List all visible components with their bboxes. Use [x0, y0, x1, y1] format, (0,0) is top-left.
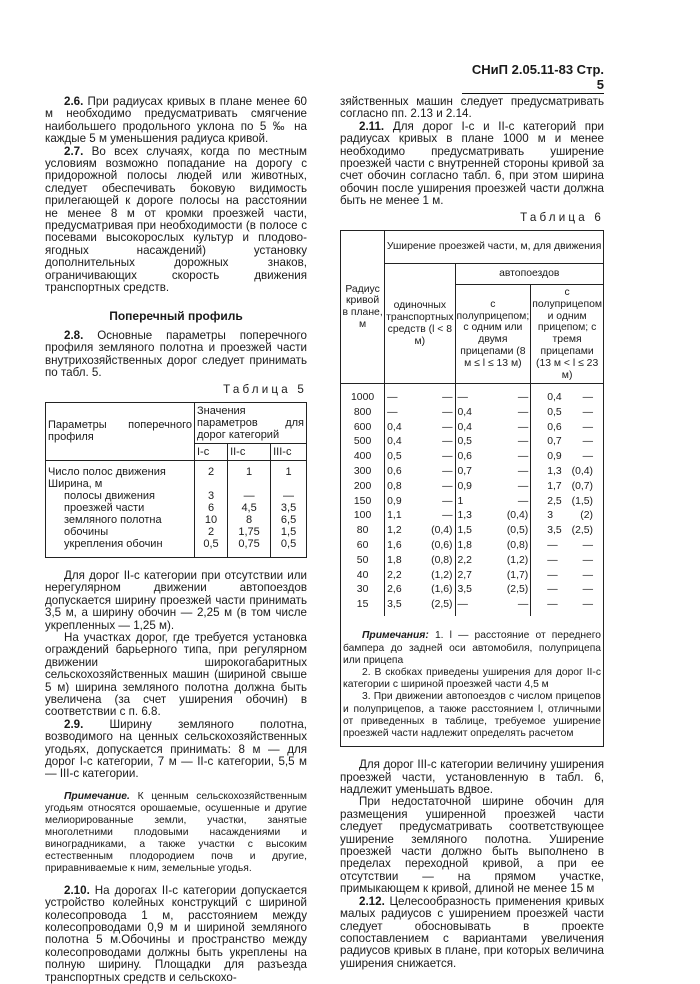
main-value: —: [547, 539, 558, 551]
main-value: —: [547, 584, 558, 596]
bracket-value: (1,5): [571, 495, 593, 507]
table-6-notes: [341, 616, 603, 746]
widening-cell: [385, 494, 455, 509]
table-row: Число полос движения 2 1 1: [46, 460, 307, 478]
paragraph-2-11: 2.11. Для дорог I-с и II-с категорий при радиусах кривых в плане 1000 м и менее необходимо предусматривать уширение проезжей части с внутренней стороны кривой за счет обочин согласно табл. 6, при этом ширина обочин после уширения проезжей части должна быть не менее 1 м.: [340, 119, 604, 208]
bracket-value: —: [442, 495, 453, 507]
main-value: 0,5: [547, 406, 562, 418]
bracket-value: —: [517, 465, 529, 477]
radius-cell: 150: [341, 494, 385, 509]
bracket-value: —: [582, 406, 593, 418]
bracket-value: (2,5): [431, 599, 453, 611]
widening-cell: [531, 524, 603, 539]
t5-cat-1: I-с: [195, 443, 228, 460]
bracket-value: —: [582, 599, 593, 611]
radius-cell: 1000: [341, 384, 385, 405]
widening-cell: [455, 435, 531, 450]
table-row: [341, 494, 603, 509]
widening-cell: [455, 405, 531, 420]
main-value: 3,5: [457, 584, 472, 596]
widening-cell: [531, 553, 603, 568]
paragraph-after-table-6-1: Для дорог III-с категории величину уширения проезжей части, установленную в табл. 6, надлежит уменьшать вдвое.: [340, 758, 604, 797]
note-2-9: Примечание. К ценным сельскохозяйственным угодьям относятся орошаемые, осушенные и другие мелиорированные земли, участки, занятые многолетними плодовыми насаждениями и виноградниками, а также участки с высоким естественным плодородием почв и другие, приравниваемые к ним, земельные угодья.: [45, 790, 307, 874]
widening-cell: [531, 435, 603, 450]
radius-cell: 15: [341, 598, 385, 617]
bracket-value: —: [517, 599, 529, 611]
radius-cell: 500: [341, 435, 385, 450]
right-column: [340, 96, 604, 970]
main-value: 3,5: [387, 599, 402, 611]
bracket-value: —: [517, 421, 529, 433]
widening-cell: [455, 494, 531, 509]
table-row: [341, 384, 603, 405]
table-row: [341, 524, 603, 539]
main-value: 0,4: [387, 436, 402, 448]
section-title: Поперечный профиль: [109, 308, 243, 323]
bracket-value: —: [517, 391, 529, 403]
widening-cell: [455, 420, 531, 435]
main-value: 1,8: [457, 539, 472, 551]
widening-cell: [455, 598, 531, 617]
paragraph-2-12: 2.12. Целесообразность применения кривых малых радиусов с уширением проезжей части следует обосновывать в проекте сопоставлением с вариантами увеличения радиусов кривых в плане, при которых величина уширения снижается.: [340, 894, 604, 970]
widening-cell: [455, 479, 531, 494]
widening-cell: [385, 479, 455, 494]
main-value: 0,9: [457, 480, 472, 492]
main-value: 3,5: [547, 525, 562, 537]
main-value: 2,2: [387, 569, 402, 581]
table-row: укрепления обочин 0,5 0,75 0,5: [46, 538, 307, 558]
bracket-value: (0,4): [506, 510, 529, 522]
t6-header-radius: Радиус кривой в плане, м: [341, 231, 385, 384]
table-row: [341, 509, 603, 524]
paragraph-continued: зяйственных машин следует предусматривать согласно пп. 2.13 и 2.14.: [340, 95, 604, 121]
bracket-value: (1,6): [431, 584, 453, 596]
bracket-value: (0,4): [431, 525, 453, 537]
radius-cell: 80: [341, 524, 385, 539]
main-value: 0,8: [387, 480, 402, 492]
widening-cell: [455, 524, 531, 539]
main-value: 1,2: [387, 525, 402, 537]
table-row: обочины 2 1,75 1,5: [46, 526, 307, 538]
main-value: —: [387, 391, 398, 403]
main-value: 1,6: [387, 539, 402, 551]
t6-header-three: с полуприцепом и одним прицепом; с тремя прицепами (13 м < l ≤ 23 м): [531, 285, 603, 384]
table-6-caption: Таблица 6: [520, 210, 604, 224]
main-value: —: [457, 391, 468, 403]
widening-cell: [455, 509, 531, 524]
main-value: 3: [547, 510, 553, 522]
t5-header-param: Параметры поперечного профиля: [46, 402, 195, 460]
widening-cell: [385, 598, 455, 617]
widening-cell: [531, 538, 603, 553]
radius-cell: 300: [341, 464, 385, 479]
table-row: [341, 420, 603, 435]
bracket-value: —: [442, 406, 453, 418]
main-value: 1,7: [547, 480, 562, 492]
table-row: земляного полотна 10 8 6,5: [46, 514, 307, 526]
table-row: [341, 538, 603, 553]
main-value: 2,7: [457, 569, 472, 581]
main-value: —: [547, 554, 558, 566]
main-value: 0,6: [457, 451, 472, 463]
main-value: 1,8: [387, 554, 402, 566]
widening-cell: [531, 384, 603, 405]
bracket-value: (1,7): [506, 569, 529, 581]
t5-cat-3: III-с: [271, 443, 307, 460]
main-value: —: [457, 599, 468, 611]
main-value: 1,1: [387, 510, 402, 522]
table-row: [341, 405, 603, 420]
paragraph-2-10: 2.10. На дорогах II-с категории допускается устройство колейных конструкций с шириной колесопровода 1 м, расстоянием между колесопроводами 0,9 м и шириной земляного полотна 5 м.Обочины и пространство между колесопроводами должны быть укреплены на полную ширину. Площадки для разъезда транспортных средств и сельскохо-: [45, 883, 307, 984]
bracket-value: —: [582, 554, 593, 566]
t6-header-trains: автопоездов: [455, 264, 603, 285]
left-column: [45, 96, 307, 984]
bracket-value: —: [442, 510, 453, 522]
bracket-value: (0,7): [571, 480, 593, 492]
widening-cell: [531, 598, 603, 617]
widening-cell: [385, 450, 455, 465]
radius-cell: 40: [341, 568, 385, 583]
table-row: [341, 479, 603, 494]
main-value: 1: [457, 495, 464, 507]
widening-cell: [531, 450, 603, 465]
paragraph-2-9: 2.9. Ширину земляного полотна, возводимого на ценных сельскохозяйственных угодьях, допускается принимать: 8 м — для дорог I-с категории, 7 м — II-с категории, 5,5 м — III-с категории.: [45, 717, 307, 781]
t6-header-single: одиночных транспортных средств (l < 8 м): [385, 264, 455, 384]
t5-header-values: Значения параметров для дорог категорий: [195, 402, 307, 443]
radius-cell: 600: [341, 420, 385, 435]
table-6-box: [340, 230, 604, 747]
paragraph-after-table-5-2: На участках дорог, где требуется установка ограждений барьерного типа, при регулярном движении широкогабаритных сельскохозяйственных машин (шириной свыше 5 м) ширина земляного полотна должна быть увеличена (за счет уширения обочин) в соответствии с п. 6.8.: [45, 630, 307, 719]
widening-cell: [455, 450, 531, 465]
t6-note-2: 2. В скобках приведены уширения для дорог II-с категории с шириной проезжей части 4,5 м: [343, 667, 601, 691]
bracket-value: —: [517, 436, 529, 448]
main-value: 0,4: [547, 391, 562, 403]
widening-cell: [385, 538, 455, 553]
paragraph-2-6: 2.6. При радиусах кривых в плане менее 60 м необходимо предусматривать смягчение наибольшего продольного уклона по 5 ‰ на каждые 5 м уменьшения радиуса кривой.: [45, 95, 307, 146]
bracket-value: —: [582, 539, 593, 551]
table-row: [341, 598, 603, 617]
widening-cell: [455, 538, 531, 553]
widening-cell: [385, 435, 455, 450]
bracket-value: (0,8): [431, 554, 453, 566]
table-row: проезжей части 6 4,5 3,5: [46, 502, 307, 514]
widening-cell: [385, 568, 455, 583]
running-header: СНиП 2.05.11-83 Стр. 5: [462, 62, 604, 94]
widening-cell: [531, 583, 603, 598]
main-value: 0,4: [457, 421, 472, 433]
bracket-value: —: [582, 569, 593, 581]
main-value: 0,4: [387, 421, 402, 433]
radius-cell: 30: [341, 583, 385, 598]
bracket-value: (2): [580, 510, 593, 522]
widening-cell: [385, 583, 455, 598]
bracket-value: —: [517, 451, 529, 463]
t6-header-semi: с полуприцепом; с одним или двумя прицепами (8 м ≤ l ≤ 13 м): [455, 285, 531, 384]
widening-cell: [385, 553, 455, 568]
bracket-value: —: [582, 451, 593, 463]
bracket-value: —: [517, 495, 529, 507]
widening-cell: [531, 509, 603, 524]
bracket-value: —: [442, 391, 453, 403]
bracket-value: —: [442, 451, 453, 463]
widening-cell: [455, 464, 531, 479]
bracket-value: (0,4): [571, 465, 593, 477]
widening-cell: [455, 568, 531, 583]
main-value: —: [547, 569, 558, 581]
t5-cat-2: II-с: [228, 443, 271, 460]
bracket-value: —: [582, 436, 593, 448]
widening-cell: [385, 405, 455, 420]
bracket-value: (1,2): [506, 554, 529, 566]
widening-cell: [531, 405, 603, 420]
main-value: 1,3: [547, 465, 562, 477]
bracket-value: —: [442, 421, 453, 433]
radius-cell: 50: [341, 553, 385, 568]
bracket-value: —: [517, 480, 529, 492]
bracket-value: —: [442, 480, 453, 492]
main-value: 1,5: [457, 525, 472, 537]
main-value: 0,6: [547, 421, 562, 433]
bracket-value: (0,8): [506, 539, 529, 551]
bracket-value: (0,5): [506, 525, 529, 537]
main-value: 0,5: [457, 436, 472, 448]
paragraph-2-7: 2.7. Во всех случаях, когда по местным условиям возможно попадание на дорогу с придорожной полосы людей или животных, следует обеспечивать боковую видимость прилегающей к дороге полосы на расстоянии не менее 8 м от кромки проезжей части, предусматривая при необходимости (в полосе с посевами высокорослых культур и плодово-ягодных насаждений) установку дополнительных дорожных знаков, ограничивающих скорость движения транспортных средств.: [45, 144, 307, 295]
main-value: 2,2: [457, 554, 472, 566]
bracket-value: (2,5): [506, 584, 529, 596]
t6-note-3: 3. При движении автопоездов с числом прицепов и полуприцепов, а также расстоянием l, отличными от приведенных в таблице, требуемое уширение проезжей части надлежит определять расчетом: [343, 691, 601, 740]
main-value: 0,6: [387, 465, 402, 477]
table-row: [341, 450, 603, 465]
bracket-value: —: [442, 465, 453, 477]
radius-cell: 400: [341, 450, 385, 465]
table-row: полосы движения 3 — —: [46, 490, 307, 502]
bracket-value: —: [582, 584, 593, 596]
widening-cell: [385, 524, 455, 539]
main-value: 0,9: [387, 495, 402, 507]
bracket-value: —: [517, 406, 529, 418]
table-row: [341, 583, 603, 598]
widening-cell: [531, 568, 603, 583]
table-5-caption: Таблица 5: [223, 382, 307, 396]
t6-header-widening: Уширение проезжей части, м, для движения: [385, 231, 603, 264]
widening-cell: [455, 583, 531, 598]
widening-cell: [385, 464, 455, 479]
table-5: [45, 402, 307, 558]
radius-cell: 800: [341, 405, 385, 420]
table-row: [341, 568, 603, 583]
radius-cell: 60: [341, 538, 385, 553]
table-row: [341, 553, 603, 568]
main-value: 1,3: [457, 510, 472, 522]
widening-cell: [531, 494, 603, 509]
table-row: Ширина, м: [46, 478, 307, 490]
table-row: [341, 464, 603, 479]
main-value: 2,6: [387, 584, 402, 596]
widening-cell: [455, 384, 531, 405]
bracket-value: (1,2): [431, 569, 453, 581]
table-6: [341, 231, 603, 616]
paragraph-after-table-6-2: При недостаточной ширине обочин для размещения уширенной проезжей части следует предусматривать соответствующее уширение земляного полотна. Уширение проезжей части должно быть выполнено в пределах переходной кривой, а при ее отсутствии — на прямом участке, примыкающем к кривой, длиной не менее 15 м: [340, 795, 604, 896]
t6-note-1: Примечания: 1. l — расстояние от переднего бампера до задней оси автомобиля, полуприцепа или прицепа: [343, 630, 601, 666]
bracket-value: —: [582, 421, 593, 433]
main-value: 0,5: [387, 451, 402, 463]
widening-cell: [455, 553, 531, 568]
radius-cell: 100: [341, 509, 385, 524]
main-value: 0,7: [457, 465, 472, 477]
main-value: —: [387, 406, 398, 418]
paragraph-after-table-5-1: Для дорог II-с категории при отсутствии или нерегулярном движении автопоездов допускается ширину проезжей части принимать 3,5 м, а ширину обочин — 2,25 м (в том числе укрепленных — 1,25 м).: [45, 568, 307, 632]
radius-cell: 200: [341, 479, 385, 494]
bracket-value: (0,6): [431, 539, 453, 551]
main-value: 0,9: [547, 451, 562, 463]
bracket-value: (2,5): [571, 525, 593, 537]
widening-cell: [385, 420, 455, 435]
main-value: —: [547, 599, 558, 611]
main-value: 0,7: [547, 436, 562, 448]
widening-cell: [385, 384, 455, 405]
main-value: 0,4: [457, 406, 472, 418]
widening-cell: [531, 420, 603, 435]
paragraph-2-8: 2.8. Основные параметры поперечного профиля земляного полотна и проезжей части внутрихозяйственных дорог следует принимать по табл. 5.: [45, 328, 307, 380]
table-row: [341, 435, 603, 450]
widening-cell: [531, 479, 603, 494]
main-value: 2,5: [547, 495, 562, 507]
widening-cell: [385, 509, 455, 524]
widening-cell: [531, 464, 603, 479]
bracket-value: —: [442, 436, 453, 448]
bracket-value: —: [582, 391, 593, 403]
